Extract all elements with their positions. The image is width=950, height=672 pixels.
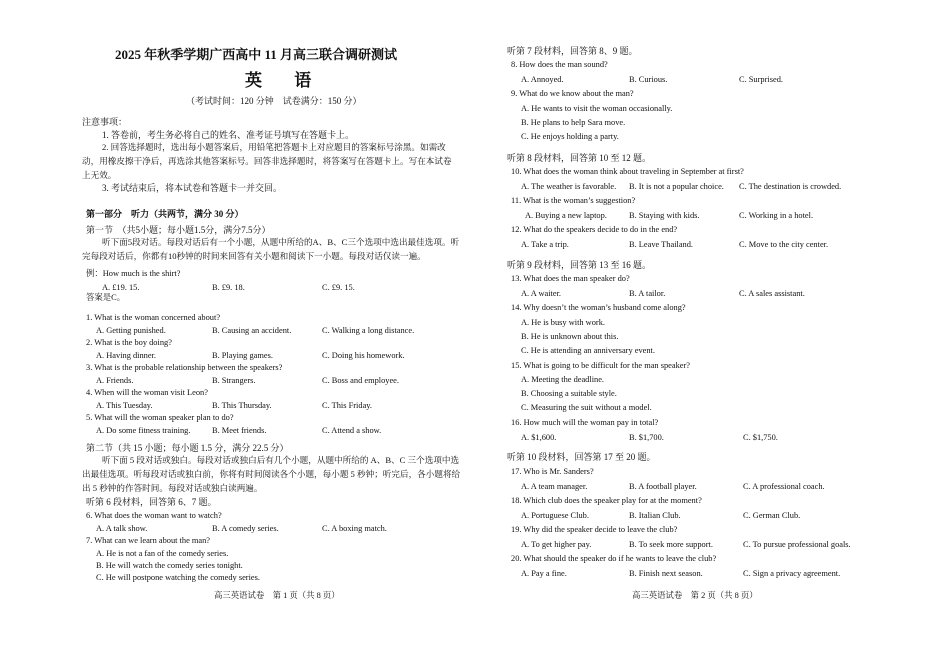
material-10-heading: 听第 10 段材料，回答第 17 至 20 题。 bbox=[507, 452, 656, 462]
section2-directions: 听下面 5 段对话或独白。每段对话或独白后有几个小题，从题中所给的 A、B、C 三个选项中选出最佳选项。听每段对话或独白前，你将有时间阅读各个小题，每小题 5 秒钟；听完后，各小题将给出 5 秒钟的作答时间。每段对话或独白读两遍。 bbox=[82, 455, 461, 493]
exam-title: 2025 年秋季学期广西高中 11 月高三联合调研测试 bbox=[115, 47, 398, 62]
q10-option-b: B. It is not a popular choice. bbox=[629, 182, 724, 191]
q12-option-c: C. Move to the city center. bbox=[739, 240, 829, 249]
q12-option-a: A. Take a trip. bbox=[521, 240, 569, 249]
q9-option-b: B. He plans to help Sara move. bbox=[521, 118, 626, 127]
q13-option-c: C. A sales assistant. bbox=[739, 289, 805, 298]
exam-info: （考试时间：120 分钟 试卷满分：150 分） bbox=[186, 96, 362, 106]
q8-option-c: C. Surprised. bbox=[739, 75, 783, 84]
part1-heading: 第一部分 听力（共两节，满分 30 分） bbox=[86, 209, 244, 219]
material-9-heading: 听第 9 段材料，回答第 13 至 16 题。 bbox=[507, 260, 652, 270]
notice-heading: 注意事项： bbox=[82, 117, 128, 127]
q2-option-c: C. Doing his homework. bbox=[322, 351, 405, 360]
q19-option-b: B. To seek more support. bbox=[629, 540, 713, 549]
material-6-heading: 听第 6 段材料，回答第 6、7 题。 bbox=[86, 497, 217, 507]
q18-option-b: B. Italian Club. bbox=[629, 511, 681, 520]
q11-option-b: B. Staying with kids. bbox=[629, 211, 700, 220]
q6-option-b: B. A comedy series. bbox=[212, 524, 279, 533]
notice-item-2: 2. 回答选择题时，选出每小题答案后，用铅笔把答题卡上对应题目的答案标号涂黑。如需改动，用橡皮擦干净后，再选涂其他答案标号。回答非选择题时，将答案写在答题卡上。写在本试卷上无效。 bbox=[82, 142, 452, 180]
q1-option-c: C. Walking a long distance. bbox=[322, 326, 415, 335]
q15-option-b: B. Choosing a suitable style. bbox=[521, 389, 617, 398]
q6-option-c: C. A boxing match. bbox=[322, 524, 387, 533]
question-2: 2. What is the boy doing? bbox=[86, 338, 172, 347]
q20-option-b: B. Finish next season. bbox=[629, 569, 703, 578]
q16-option-a: A. $1,600. bbox=[521, 433, 557, 442]
material-8-heading: 听第 8 段材料，回答第 10 至 12 题。 bbox=[507, 153, 652, 163]
example-question: 例：How much is the shirt? bbox=[86, 269, 181, 278]
q15-option-c: C. Measuring the suit without a model. bbox=[521, 403, 652, 412]
q7-option-a: A. He is not a fan of the comedy series. bbox=[96, 549, 229, 558]
question-20: 20. What should the speaker do if he wants to leave the club? bbox=[511, 554, 717, 563]
question-1: 1. What is the woman concerned about? bbox=[86, 313, 221, 322]
q17-option-b: B. A football player. bbox=[629, 482, 697, 491]
question-19: 19. Why did the speaker decide to leave the club? bbox=[511, 525, 678, 534]
q8-option-a: A. Annoyed. bbox=[521, 75, 564, 84]
q4-option-a: A. This Tuesday. bbox=[96, 401, 153, 410]
q20-option-c: C. Sign a privacy agreement. bbox=[743, 569, 841, 578]
q20-option-a: A. Pay a fine. bbox=[521, 569, 567, 578]
q16-option-b: B. $1,700. bbox=[629, 433, 664, 442]
q7-option-c: C. He will postpone watching the comedy series. bbox=[96, 573, 260, 582]
q4-option-c: C. This Friday. bbox=[322, 401, 373, 410]
q11-option-c: C. Working in a hotel. bbox=[739, 211, 814, 220]
section1-heading: 第一节 （共5小题；每小题1.5分，满分7.5分） bbox=[86, 225, 271, 235]
question-3: 3. What is the probable relationship between the speakers? bbox=[86, 363, 283, 372]
notice-item-3: 3. 考试结束后，将本试卷和答题卡一并交回。 bbox=[102, 183, 283, 193]
q14-option-b: B. He is unknown about this. bbox=[521, 332, 619, 341]
footer-page-1: 高三英语试卷 第 1 页（共 8 页） bbox=[214, 591, 340, 600]
section1-directions: 听下面5段对话。每段对话后有一个小题，从题中所给的A、B、C三个选项中选出最佳选项。听完每段对话后，你都有10秒钟的时间来回答有关小题和阅读下一小题。每段对话仅读一遍。 bbox=[82, 237, 460, 261]
question-6: 6. What does the woman want to watch? bbox=[86, 511, 222, 520]
example-option-b: B. £9. 18. bbox=[212, 283, 245, 292]
example-option-a: A. £19. 15. bbox=[102, 283, 140, 292]
left-page bbox=[82, 0, 472, 672]
q6-option-a: A. A talk show. bbox=[96, 524, 148, 533]
question-7: 7. What can we learn about the man? bbox=[86, 536, 211, 545]
q13-option-b: B. A tailor. bbox=[629, 289, 666, 298]
q13-option-a: A. A waiter. bbox=[521, 289, 562, 298]
q14-option-c: C. He is attending an anniversary event. bbox=[521, 346, 655, 355]
q14-option-a: A. He is busy with work. bbox=[521, 318, 605, 327]
q18-option-a: A. Portuguese Club. bbox=[521, 511, 589, 520]
q2-option-a: A. Having dinner. bbox=[96, 351, 157, 360]
question-16: 16. How much will the woman pay in total? bbox=[511, 418, 659, 427]
q17-option-c: C. A professional coach. bbox=[743, 482, 825, 491]
question-17: 17. Who is Mr. Sanders? bbox=[511, 467, 594, 476]
subject-title: 英 语 bbox=[245, 71, 326, 90]
q3-option-a: A. Friends. bbox=[96, 376, 134, 385]
q4-option-b: B. This Thursday. bbox=[212, 401, 272, 410]
q8-option-b: B. Curious. bbox=[629, 75, 668, 84]
question-4: 4. When will the woman visit Leon? bbox=[86, 388, 208, 397]
question-5: 5. What will the woman speaker plan to do? bbox=[86, 413, 234, 422]
q19-option-a: A. To get higher pay. bbox=[521, 540, 592, 549]
q2-option-b: B. Playing games. bbox=[212, 351, 273, 360]
q10-option-a: A. The weather is favorable. bbox=[521, 182, 617, 191]
q15-option-a: A. Meeting the deadline. bbox=[521, 375, 605, 384]
material-7-heading: 听第 7 段材料，回答第 8、9 题。 bbox=[507, 46, 638, 56]
question-13: 13. What does the man speaker do? bbox=[511, 274, 630, 283]
right-page bbox=[507, 0, 887, 672]
q10-option-c: C. The destination is crowded. bbox=[739, 182, 842, 191]
q12-option-b: B. Leave Thailand. bbox=[629, 240, 694, 249]
q7-option-b: B. He will watch the comedy series tonight. bbox=[96, 561, 243, 570]
question-12: 12. What do the speakers decide to do in the end? bbox=[511, 225, 678, 234]
q1-option-b: B. Causing an accident. bbox=[212, 326, 292, 335]
q16-option-c: C. $1,750. bbox=[743, 433, 778, 442]
q5-option-b: B. Meet friends. bbox=[212, 426, 267, 435]
q9-option-a: A. He wants to visit the woman occasionally. bbox=[521, 104, 673, 113]
question-10: 10. What does the woman think about traveling in September at first? bbox=[511, 167, 744, 176]
q9-option-c: C. He enjoys holding a party. bbox=[521, 132, 619, 141]
q1-option-a: A. Getting punished. bbox=[96, 326, 166, 335]
section2-heading: 第二节（共 15 小题；每小题 1.5 分，满分 22.5 分） bbox=[86, 443, 289, 453]
example-answer: 答案是C。 bbox=[86, 293, 126, 302]
footer-page-2: 高三英语试卷 第 2 页（共 8 页） bbox=[632, 591, 758, 600]
question-11: 11. What is the woman’s suggestion? bbox=[511, 196, 636, 205]
notice-item-1: 1. 答卷前，考生务必将自己的姓名、准考证号填写在答题卡上。 bbox=[102, 130, 355, 140]
q19-option-c: C. To pursue professional goals. bbox=[743, 540, 851, 549]
q11-option-a: A. Buying a new laptop. bbox=[525, 211, 607, 220]
q3-option-c: C. Boss and employee. bbox=[322, 376, 399, 385]
question-14: 14. Why doesn’t the woman’s husband come along? bbox=[511, 303, 686, 312]
q18-option-c: C. German Club. bbox=[743, 511, 801, 520]
q5-option-a: A. Do some fitness training. bbox=[96, 426, 191, 435]
example-option-c: C. £9. 15. bbox=[322, 283, 355, 292]
question-8: 8. How does the man sound? bbox=[511, 60, 608, 69]
question-15: 15. What is going to be difficult for the man speaker? bbox=[511, 361, 691, 370]
question-18: 18. Which club does the speaker play for at the moment? bbox=[511, 496, 702, 505]
q3-option-b: B. Strangers. bbox=[212, 376, 256, 385]
q5-option-c: C. Attend a show. bbox=[322, 426, 382, 435]
question-9: 9. What do we know about the man? bbox=[511, 89, 634, 98]
q17-option-a: A. A team manager. bbox=[521, 482, 588, 491]
